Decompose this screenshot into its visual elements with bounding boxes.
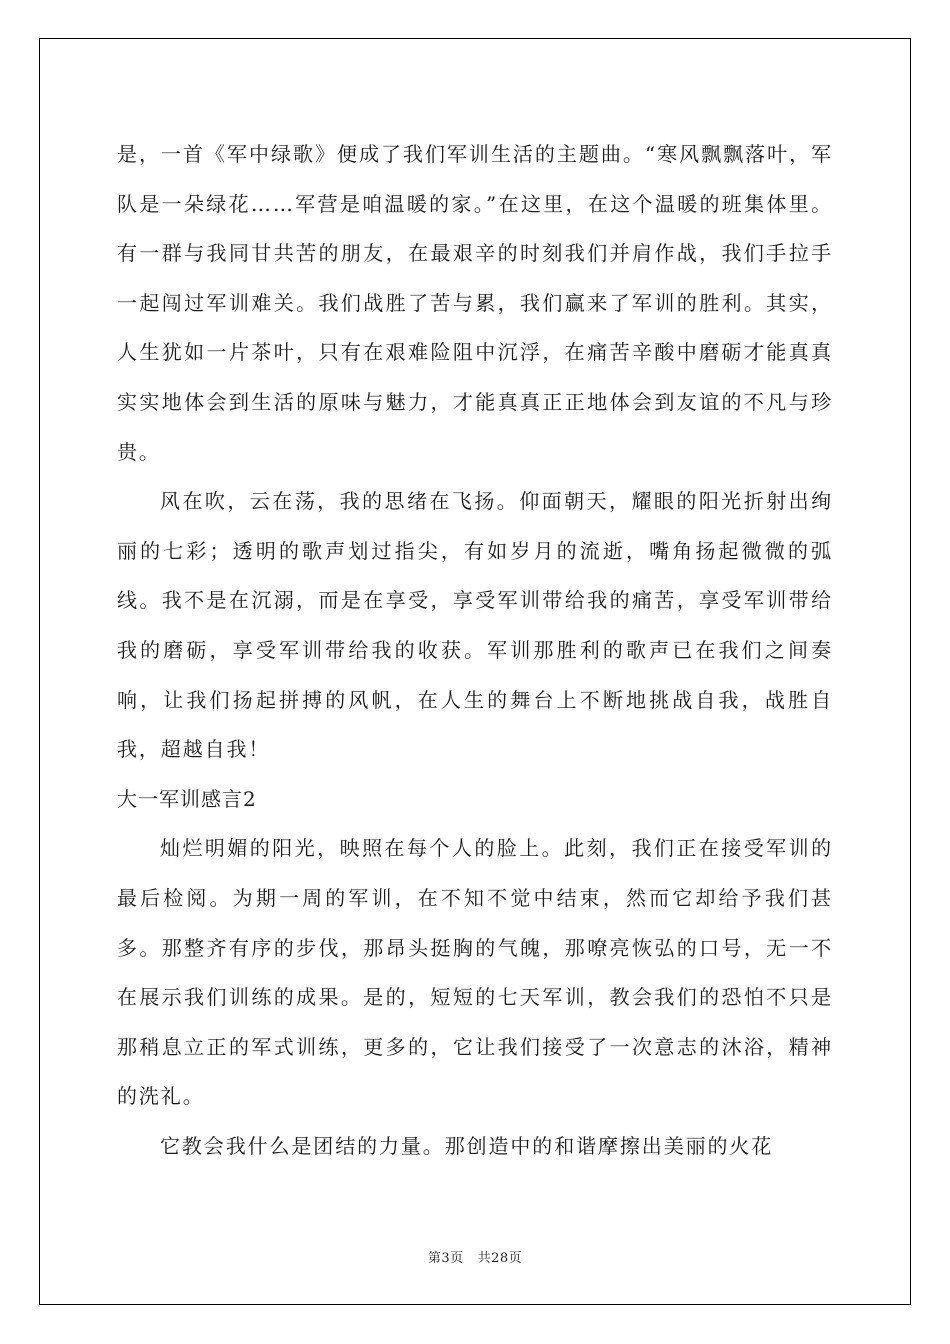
page-number: 第3页 <box>427 1251 464 1266</box>
paragraph-4: 它教会我什么是团结的力量。那创造中的和谐摩擦出美丽的火花 <box>160 1133 774 1158</box>
paragraph-3: 灿烂明媚的阳光，映照在每个人的脸上。此刻，我们正在接受军训的最后检阅。为期一周的军训，在不知不觉中结束，然而它却给予我们甚多。那整齐有序的步伐，那昂头挺胸的气魄，那嘹亮恢弘的口号，无一不在展示我们训练的成果。是的，短短的七天军训，教会我们的恐怕不只是那稍息立正的军式训练，更多的，它让我们接受了一次意志的沐浴，精神的洗礼。 <box>117 836 833 1109</box>
section-heading: 大一军训感言2 <box>117 786 257 811</box>
total-pages: 共28页 <box>477 1251 523 1266</box>
paragraph-1: 是，一首《军中绿歌》便成了我们军训生活的主题曲。“寒风飘飘落叶，军队是一朵绿花……军营是咱温暖的家。”在这里，在这个温暖的班集体里。有一群与我同甘共苦的朋友，在最艰辛的时刻我们并肩作战，我们手拉手一起闯过军训难关。我们战胜了苦与累，我们赢来了军训的胜利。其实，人生犹如一片茶叶，只有在艰难险阻中沉浮，在痛苦辛酸中磨砺才能真真实实地体会到生活的原味与魅力，才能真真正正地体会到友谊的不凡与珍贵。 <box>117 142 833 464</box>
document-body <box>117 130 833 1171</box>
paragraph-2: 风在吹，云在荡，我的思绪在飞扬。仰面朝天，耀眼的阳光折射出绚丽的七彩；透明的歌声划过指尖，有如岁月的流逝，嘴角扬起微微的弧线。我不是在沉溺，而是在享受，享受军训带给我的痛苦，享受军训带给我的磨砺，享受军训带给我的收获。军训那胜利的歌声已在我们之间奏响，让我们扬起拼搏的风帆，在人生的舞台上不断地挑战自我，战胜自我，超越自我！ <box>117 489 833 762</box>
page-footer <box>0 1247 950 1266</box>
